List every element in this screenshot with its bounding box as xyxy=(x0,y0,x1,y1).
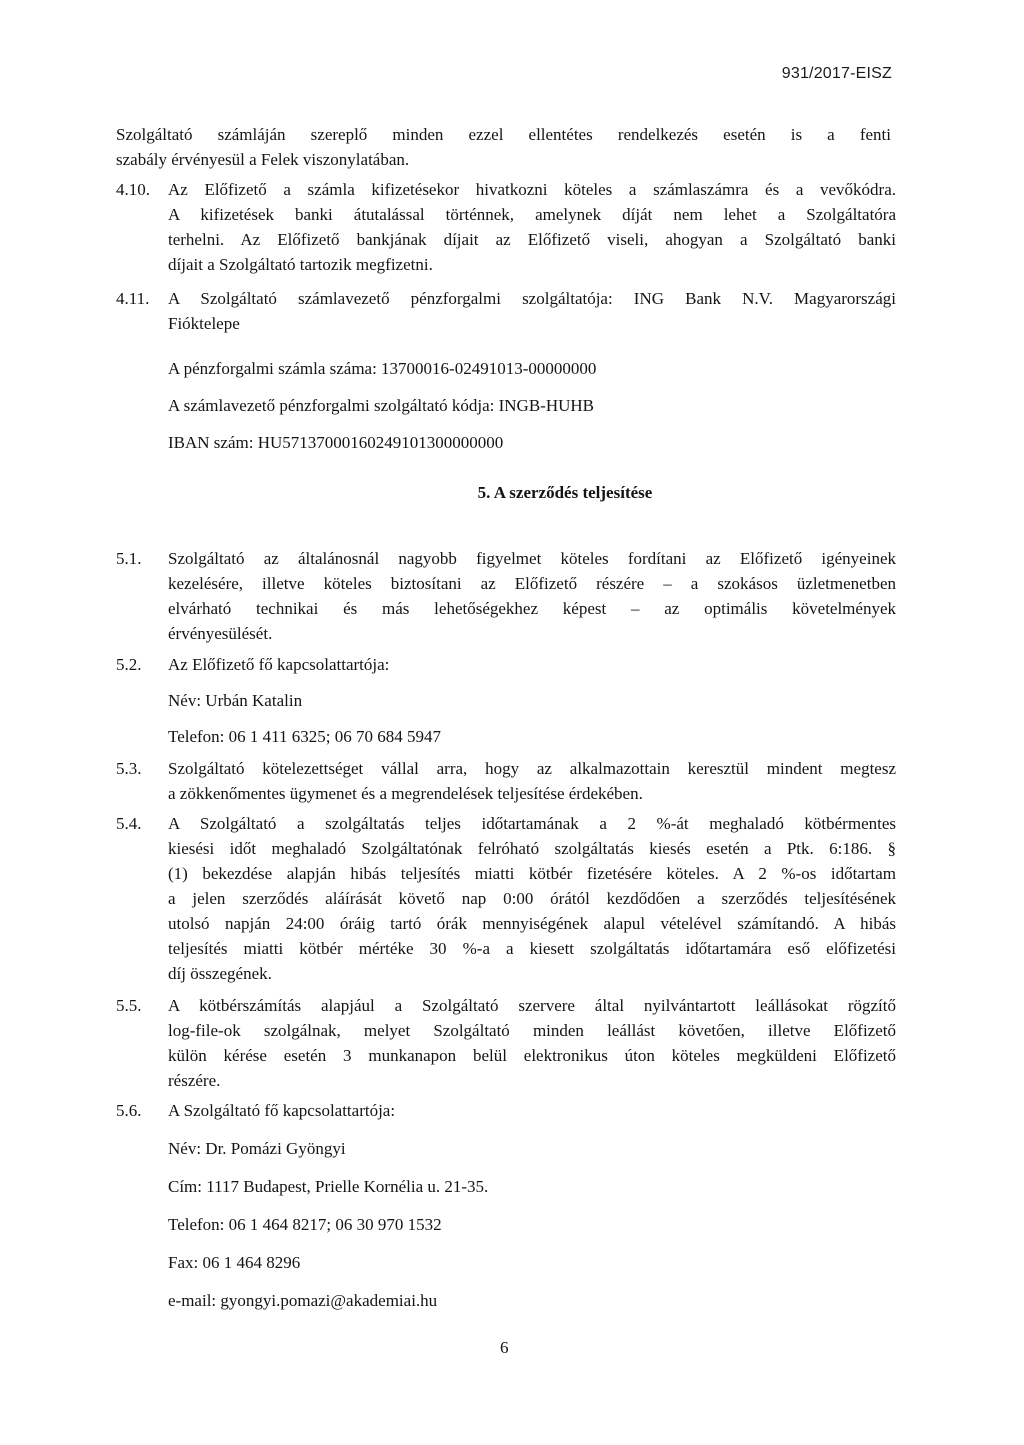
clause-number: 4.10. xyxy=(116,180,150,199)
text-line: díj összegének. xyxy=(168,964,272,983)
text-line: érvényesülését. xyxy=(168,624,273,643)
text-line: A kötbérszámítás alapjául a Szolgáltató szervere által nyilvántartott leállásokat rögzítő xyxy=(168,996,896,1015)
text-line: utolsó napján 24:00 óráig tartó órák mennyiségének alapul vételével számítandó. A hibás xyxy=(168,914,896,933)
text-line: részére. xyxy=(168,1071,221,1090)
clause-number: 5.2. xyxy=(116,655,142,674)
document-id: 931/2017-EISZ xyxy=(781,65,892,82)
text-line: terhelni. Az Előfizető bankjának díjait az Előfizető viseli, ahogyan a Szolgáltató banki xyxy=(168,230,896,249)
text-line: A Szolgáltató számlavezető pénzforgalmi szolgáltatója: ING Bank N.V. Magyarországi xyxy=(168,289,896,308)
iban-number: IBAN szám: HU57137000160249101300000000 xyxy=(168,433,504,452)
text-line: log-file-ok szolgálnak, melyet Szolgáltató minden leállást követően, illetve Előfizető xyxy=(168,1021,896,1040)
text-line: kiesési időt meghaladó Szolgáltatónak felróható szolgáltatás kiesés esetén a Ptk. 6:186. § xyxy=(168,839,896,858)
page-number: 6 xyxy=(500,1338,509,1357)
contact-fax: Fax: 06 1 464 8296 xyxy=(168,1253,301,1272)
bank-account-number: A pénzforgalmi számla száma: 13700016-02491013-00000000 xyxy=(168,359,597,378)
contact-phone: Telefon: 06 1 464 8217; 06 30 970 1532 xyxy=(168,1215,442,1234)
text-line: Az Előfizető a számla kifizetésekor hivatkozni köteles a számlaszámra és a vevőkódra. xyxy=(168,180,896,199)
clause-number: 5.5. xyxy=(116,996,142,1015)
text-line: díjait a Szolgáltató tartozik megfizetni. xyxy=(168,255,433,274)
text-line: Az Előfizető fő kapcsolattartója: xyxy=(168,655,390,674)
text-line: Szolgáltató az általánosnál nagyobb figyelmet köteles fordítani az Előfizető igényeinek xyxy=(168,549,896,568)
text-line: Szolgáltató kötelezettséget vállal arra, hogy az alkalmazottain keresztül mindent megtesz xyxy=(168,759,896,778)
text-line: kezelésére, illetve köteles biztosítani az Előfizető részére – a szokásos üzletmenetben xyxy=(168,574,896,593)
text-line: a jelen szerződés aláírását követő nap 0:00 órától kezdődően a szerződés teljesítésének xyxy=(168,889,896,908)
contact-phone: Telefon: 06 1 411 6325; 06 70 684 5947 xyxy=(168,727,441,746)
contact-email: e-mail: gyongyi.pomazi@akademiai.hu xyxy=(168,1291,438,1310)
clause-number: 5.3. xyxy=(116,759,142,778)
clause-number: 5.1. xyxy=(116,549,142,568)
text-line: Szolgáltató számláján szereplő minden ezzel ellentétes rendelkezés esetén is a fenti xyxy=(116,125,891,144)
bank-code: A számlavezető pénzforgalmi szolgáltató kódja: INGB-HUHB xyxy=(168,396,594,415)
text-line: teljesítés miatti kötbér mértéke 30 %-a a kiesett szolgáltatás időtartamára eső előfizetési xyxy=(168,939,896,958)
text-line: A Szolgáltató fő kapcsolattartója: xyxy=(168,1101,396,1120)
text-line: (1) bekezdése alapján hibás teljesítés miatti kötbér fizetésére köteles. A 2 %-os időtartam xyxy=(168,864,896,883)
contact-address: Cím: 1117 Budapest, Prielle Kornélia u. 21-35. xyxy=(168,1177,489,1196)
clause-number: 5.6. xyxy=(116,1101,142,1120)
contact-name: Név: Urbán Katalin xyxy=(168,691,303,710)
contact-name: Név: Dr. Pomázi Gyöngyi xyxy=(168,1139,346,1158)
clause-number: 4.11. xyxy=(116,289,150,308)
text-line: a zökkenőmentes ügymenet és a megrendelések teljesítése érdekében. xyxy=(168,784,643,803)
text-line: A Szolgáltató a szolgáltatás teljes időtartamának a 2 %-át meghaladó kötbérmentes xyxy=(168,814,896,833)
text-line: elvárható technikai és más lehetőségekhez képest – az optimális követelmények xyxy=(168,599,896,618)
text-line: szabály érvényesül a Felek viszonylatában. xyxy=(116,150,410,169)
text-line: Fióktelepe xyxy=(168,314,240,333)
text-line: külön kérése esetén 3 munkanapon belül elektronikus úton köteles megküldeni Előfizető xyxy=(168,1046,896,1065)
text-line: A kifizetések banki átutalással történnek, amelynek díját nem lehet a Szolgáltatóra xyxy=(168,205,896,224)
clause-number: 5.4. xyxy=(116,814,142,833)
intro-paragraph xyxy=(116,122,891,172)
section-title: 5. A szerződés teljesítése xyxy=(477,483,653,502)
